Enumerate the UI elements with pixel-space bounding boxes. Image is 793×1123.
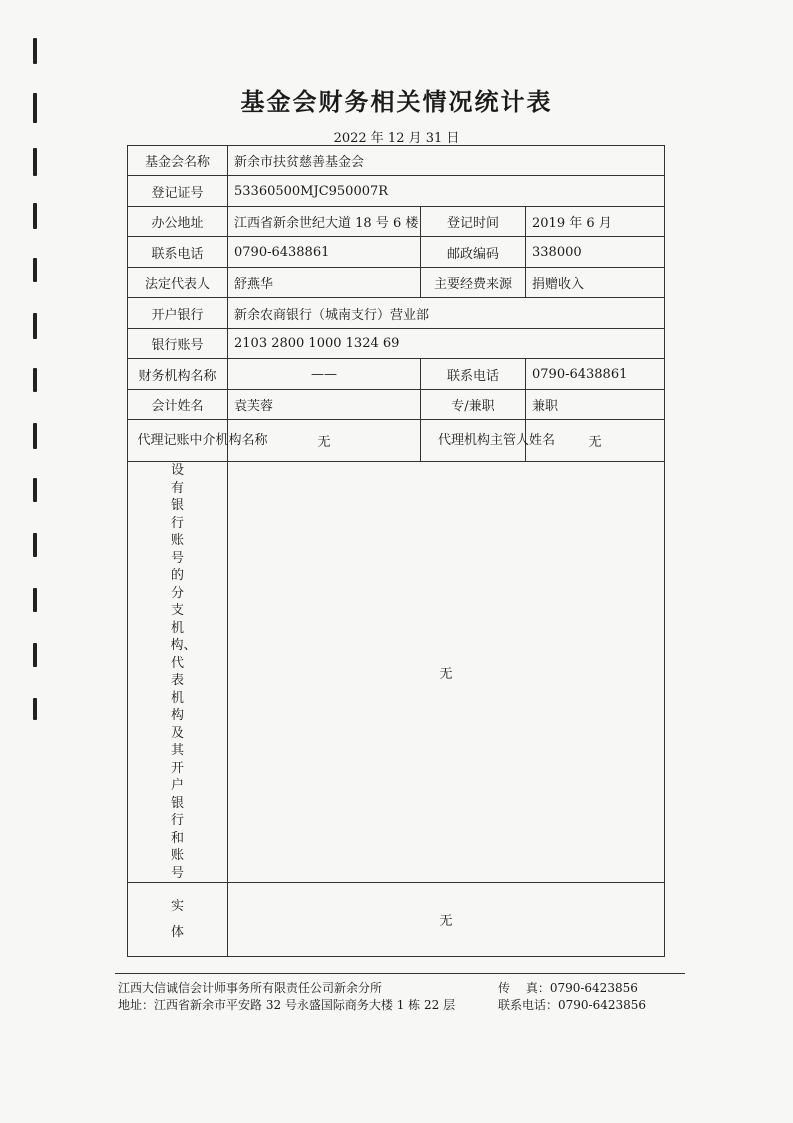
binding-mark <box>33 643 37 667</box>
branches-value: 无 <box>228 462 665 883</box>
table-row <box>128 176 665 207</box>
binding-mark <box>33 368 37 392</box>
table-row <box>128 237 665 268</box>
table-row <box>128 359 665 390</box>
binding-mark <box>33 698 37 720</box>
table-row <box>128 883 665 957</box>
table-row <box>128 268 665 298</box>
entity-label-text: 实体 <box>170 898 184 940</box>
binding-mark <box>33 313 37 339</box>
accountant-value: 袁芙蓉 <box>228 390 421 420</box>
fulltime-value: 兼职 <box>526 390 665 420</box>
postcode-label: 邮政编码 <box>421 237 526 268</box>
agent-manager-label-text: 代理机构主管人姓名 <box>438 432 556 448</box>
footer-firm: 江西大信诚信会计师事务所有限责任公司新余分所 <box>118 981 383 995</box>
footer-address: 地址：江西省新余市平安路 32 号永盛国际商务大楼 1 栋 22 层 <box>118 998 456 1012</box>
table-row <box>128 146 665 176</box>
legal-rep-label: 法定代表人 <box>128 268 228 298</box>
table-row <box>128 462 665 883</box>
phone-label: 联系电话 <box>128 237 228 268</box>
foundation-name-label: 基金会名称 <box>128 146 228 176</box>
accountant-label: 会计姓名 <box>128 390 228 420</box>
fund-source-value: 捐赠收入 <box>526 268 665 298</box>
reg-no-value: 53360500MJC950007R <box>228 176 665 207</box>
legal-rep-value: 舒燕华 <box>228 268 421 298</box>
reg-time-label: 登记时间 <box>421 207 526 237</box>
binding-mark <box>33 533 37 557</box>
fulltime-label: 专/兼职 <box>421 390 526 420</box>
office-address-label: 办公地址 <box>128 207 228 237</box>
footer-divider <box>115 973 685 974</box>
footer-fax: 传 真：0790-6423856 <box>498 981 638 995</box>
entity-value: 无 <box>228 883 665 957</box>
agent-label-text: 代理记账中介机构名称 <box>137 432 268 448</box>
agent-label <box>128 420 268 462</box>
agent-manager-value: 无 <box>526 420 665 462</box>
branches-label-text: 设有银行账号的分支机构、代表机构及其开户银行和账号 <box>170 463 197 881</box>
footer-phone: 联系电话：0790-6423856 <box>498 998 647 1012</box>
branches-label <box>128 462 228 883</box>
bank-value: 新余农商银行（城南支行）营业部 <box>228 298 665 329</box>
entity-label <box>128 883 228 957</box>
binding-mark <box>33 203 37 229</box>
table-row <box>128 329 665 359</box>
reg-time-value: 2019 年 6 月 <box>526 207 665 237</box>
table-row <box>128 420 665 462</box>
binding-mark <box>33 258 37 282</box>
finance-org-value: —— <box>228 359 421 390</box>
foundation-name-value: 新余市扶贫慈善基金会 <box>228 146 665 176</box>
account-value: 2103 2800 1000 1324 69 <box>228 329 665 359</box>
page-title: 基金会财务相关情况统计表 <box>240 87 553 116</box>
agent-manager-label <box>421 420 556 462</box>
postcode-value: 338000 <box>526 237 665 268</box>
finance-phone-label: 联系电话 <box>421 359 526 390</box>
table-row <box>128 207 665 237</box>
finance-phone-value: 0790-6438861 <box>526 359 665 390</box>
table-row <box>128 390 665 420</box>
report-date: 2022 年 12 月 31 日 <box>333 131 460 146</box>
finance-org-label: 财务机构名称 <box>128 359 228 390</box>
account-label: 银行账号 <box>128 329 228 359</box>
binding-mark <box>33 478 37 502</box>
agent-value: 无 <box>228 420 421 462</box>
binding-mark <box>33 148 37 176</box>
binding-mark <box>33 38 37 64</box>
bank-label: 开户银行 <box>128 298 228 329</box>
phone-value: 0790-6438861 <box>228 237 421 268</box>
binding-mark <box>33 588 37 612</box>
office-address-value: 江西省新余世纪大道 18 号 6 楼 <box>228 207 421 237</box>
fund-source-label: 主要经费来源 <box>421 268 526 298</box>
table-row <box>128 298 665 329</box>
reg-no-label: 登记证号 <box>128 176 228 207</box>
financial-info-table <box>127 145 665 957</box>
binding-mark <box>33 423 37 449</box>
